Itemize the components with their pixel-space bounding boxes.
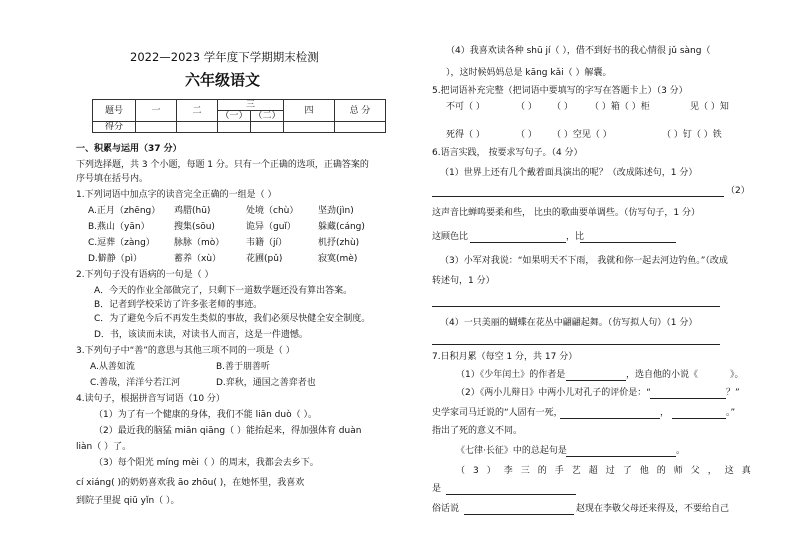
sentence-text: 转述句，1 分）: [432, 276, 495, 286]
score-cell[interactable]: [177, 122, 218, 133]
score-table: [92, 99, 386, 133]
option-text: 躲藏(cáng): [318, 222, 365, 232]
option-text: 鸡腊(hū): [174, 206, 211, 216]
score-cell[interactable]: [136, 122, 177, 133]
question-stem: 4.读句子，根据拼音写词语（10 分）: [76, 394, 225, 404]
exam-title: 2022—2023 学年度下学期期末检测: [130, 50, 319, 64]
sentence-text: ，选自他的小说《: [626, 370, 699, 380]
sentence-text: （3）每个阳光 mínɡ mèi（ ）的周末，我都会去乡下。: [94, 458, 319, 468]
score-cell[interactable]: [251, 122, 284, 133]
option-text: 坚劲(jìn): [318, 206, 354, 216]
question-stem: 3.下列句子中“善”的意思与其他三项不同的一项是（ ）: [76, 346, 295, 356]
option-text: 韦籍（jí）: [246, 238, 288, 248]
sentence-text: 这声音比蝉鸣要柔和些， 比虫的歌曲要单调些。（仿写句子，1 分）: [432, 208, 700, 218]
answer-line[interactable]: [672, 418, 726, 419]
fill-blank-text: （ ）箱（ ）柜: [590, 102, 650, 112]
question-stem: 6.语言实践， 按要求写句子。（4 分）: [432, 148, 583, 158]
sentence-text: ，: [660, 408, 670, 418]
option-text: 机抒(zhù): [318, 238, 360, 248]
answer-line[interactable]: [432, 196, 724, 197]
subject-title: 六年级语文: [185, 71, 261, 89]
sentence-text: （3）李三的手艺超过了他的师父，这真: [456, 466, 759, 476]
option-text: A.正月（zhēng）: [88, 206, 161, 216]
fill-blank-text: （ ）钉（ ）铁: [662, 130, 722, 140]
option-text: 搜集(sōu): [174, 222, 215, 232]
fill-blank-text: （ ）: [516, 130, 537, 140]
answer-line[interactable]: [432, 344, 720, 345]
option-text: C.逗葬（zàng）: [88, 238, 155, 248]
fill-blank-text: （ ）: [552, 102, 573, 112]
sentence-text: （2）《两小儿辩日》中两小儿对孔子的评价是：“: [456, 388, 651, 398]
sentence-text: （1）世界上还有几个戴着面具演出的呢？（改成陈述句，1 分）: [440, 168, 698, 178]
score-cell[interactable]: [284, 122, 335, 133]
sentence-text: 俗话说: [432, 504, 460, 514]
option-text: 蓄养（xù）: [174, 254, 222, 264]
sentence-text: 到院子里捉 qiū yǐn（ ）。: [76, 496, 180, 506]
option-text: D.弈秋，通国之善弈者也: [216, 378, 316, 388]
fill-blank-text: （ ）: [516, 102, 537, 112]
option-text: C.善哉，洋洋兮若江河: [90, 378, 181, 388]
option-text: 寂寞(mè): [318, 254, 358, 264]
sentence-text: 》。: [730, 370, 744, 380]
sentence-text: ，比: [566, 232, 585, 242]
answer-line[interactable]: [432, 306, 720, 307]
score-header-cell: 二: [177, 100, 218, 122]
fill-blank-text: （ ）空见（ ）: [552, 130, 612, 140]
fill-blank-text: 见（ ）知: [690, 102, 729, 112]
option-text: 处境（chù）: [246, 206, 299, 216]
sentence-text: （3）小军对我说：“如果明天不下雨， 我就和你一起去河边钓鱼。”（改成: [440, 256, 728, 266]
sentence-text: 指出了死的意义不同。: [432, 426, 523, 436]
score-header-cell: 三: [218, 100, 284, 111]
answer-line[interactable]: [446, 494, 576, 495]
sentence-text: cí xiáng( )的奶奶喜欢我 āo zhōu( )，在她怀里，我喜欢: [76, 478, 305, 488]
option-text: B．记者到学校采访了许多张老师的事迹。: [94, 300, 263, 310]
option-text: 花圃(pǔ): [246, 254, 283, 264]
score-sub-cell: （二）: [251, 111, 284, 122]
score-cell[interactable]: [218, 122, 251, 133]
section-heading: 一、积累与运用（37 分）: [76, 144, 182, 154]
answer-line[interactable]: [464, 514, 574, 515]
sentence-text: 。: [676, 446, 686, 456]
question-stem: 1.下列词语中加点字的读音完全正确的一组是（ ）: [76, 190, 277, 200]
sentence-text: （4）我喜欢读各种 shū jí（ ），借不到好书的我心情很 jǔ sàng（: [446, 46, 711, 56]
instruction-text: 序号填在括号内。: [76, 174, 149, 184]
option-text: 诡异（guǐ）: [246, 222, 296, 232]
sentence-text: （2）: [726, 186, 750, 196]
question-stem: 5.把词语补充完整（把词语中要填写的字写在答题卡上）（3 分）: [432, 86, 688, 96]
sentence-text: 史学家司马迁说的“人固有一死，: [432, 408, 563, 418]
sentence-text: 是: [432, 484, 442, 494]
answer-line[interactable]: [560, 418, 660, 419]
sentence-text: ？”: [726, 388, 740, 398]
score-header-cell: 四: [284, 100, 335, 122]
option-text: C．为了避免今后不再发生类似的事故，我们必须尽快健全安全制度。: [94, 314, 371, 324]
option-text: D.僻静（pì）: [88, 254, 143, 264]
option-text: B.善于朋善听: [216, 362, 271, 372]
option-text: A.从善如流: [90, 362, 135, 372]
answer-line[interactable]: [566, 380, 626, 381]
sentence-text: 赵现在李敬父母还来得及，不要给自己: [576, 504, 730, 514]
answer-line[interactable]: [580, 242, 676, 243]
sentence-text: liàn（ ）了。: [76, 442, 132, 452]
sentence-text: （1）《少年闰土》的作者是: [456, 370, 566, 380]
score-header-cell: 一: [136, 100, 177, 122]
sentence-text: ），这时候妈妈总是 kāng kǎi（ ）解囊。: [446, 68, 612, 78]
fill-blank-text: 不可（ ）: [446, 102, 485, 112]
sentence-text: 这顾色比: [432, 232, 469, 242]
sentence-text: （2）最近我的脑猛 miān qiāng（ ）能抬起来，得加强体育 duàn: [94, 426, 362, 436]
option-text: 脉脉（mò）: [174, 238, 225, 248]
sentence-text: （4）一只美丽的蝴蝶在花丛中翩翩起舞。（仿写拟人句）（1 分）: [440, 318, 698, 328]
score-sub-cell: （一）: [218, 111, 251, 122]
option-text: D．书，该读而未读，对读书人而言，这是一件遗憾。: [94, 330, 308, 340]
score-header-cell: 题号: [93, 100, 136, 122]
answer-line[interactable]: [470, 242, 566, 243]
question-stem: 2.下列句子没有语病的一句是（ ）: [76, 270, 214, 280]
score-row-label: 得分: [93, 122, 136, 133]
fill-blank-text: 死得（ ）: [446, 130, 485, 140]
option-text: B.燕山（yān）: [88, 222, 150, 232]
sentence-text: 《七律·长征》中的总起句是: [456, 446, 567, 456]
score-header-cell: 总 分: [335, 100, 386, 122]
sentence-text: 。”: [726, 408, 736, 418]
answer-line[interactable]: [650, 398, 726, 399]
option-text: A．今天的作业全部做完了，只剩下一道数学题还没有算出答案。: [94, 286, 353, 296]
question-stem: 7.日积月累（每空 1 分，共 17 分）: [432, 352, 578, 362]
answer-line[interactable]: [566, 456, 676, 457]
instruction-text: 下列选择题，共 3 个小题，每题 1 分。只有一个正确的选项，正确答案的: [76, 160, 369, 170]
sentence-text: （1）为了有一个健康的身体，我们不能 liān duò（ ）。: [94, 410, 317, 420]
score-cell[interactable]: [335, 122, 386, 133]
